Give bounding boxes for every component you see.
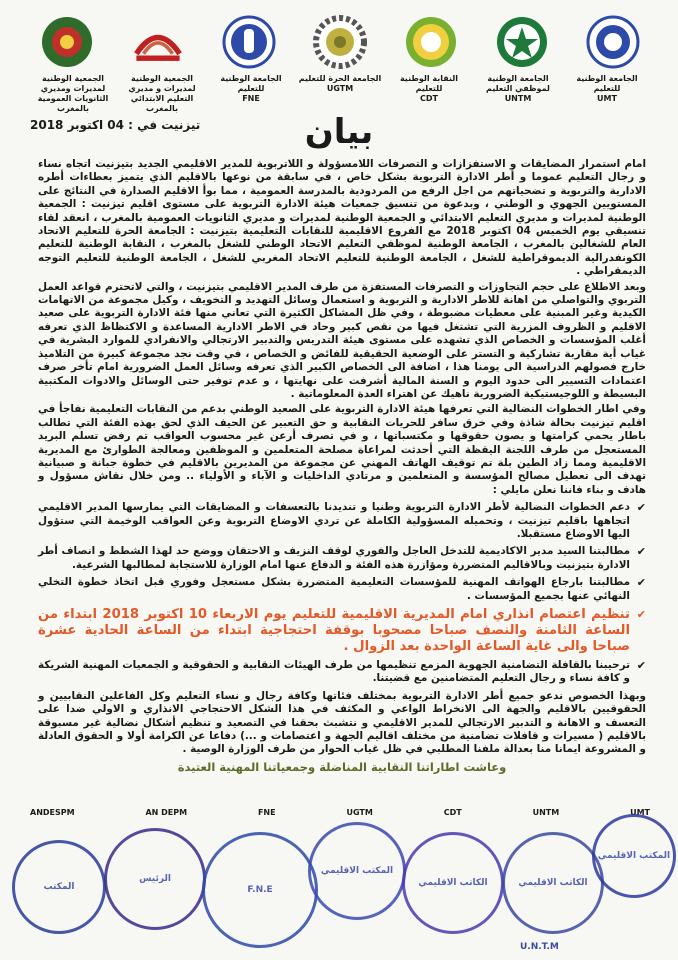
umt-logo-icon (586, 15, 640, 69)
stamp-umt (592, 814, 676, 898)
org-abbr: CDT (420, 94, 438, 103)
checkmark-icon: ✔ (636, 501, 646, 515)
paragraph: امام استمرار المضايقات و الاستفزازات و التصرفات اللامسؤولة و اللاتربوية للمدير الاقليمي الجديد بتيزنيت اتجاه نساء و رجال التعليم عموما و أطر الادارة التربوية بشكل خاص ، في سابقة من نوعها بالاقليم الذي يتميز بعطاءات أطره الادارية والتربوية و تضحياتهم من اجل الرفع من المردودية بالمدرسة العمومية ، مما بوأ الاقليم الصدارة في النتائج على المستويين الجهوي و الوطني ، وبدعوة من تنسيق جمعيات هيئة الادارة التربوية على مستوى اقليم تيزنيت : الجمعية الوطنية لمديرات و مديري التعليم الابتدائي و الجمعية الوطنية لمديرات و مديري الثانويات العمومية بالمغرب ، انعقد لقاء تنسيقي يوم الخميس 04 اكتوبر 2018 مع الفروع الاقليمية للنقابات التعليمية بتيزنيت : الجامعة الحرة للتعليم الاتحاد العام للشغالين بالمغرب ، الجامعة الوطنية لموظفي التعليم الاتحاد الوطني للشغل بالمغرب ، النقابة الوطنية للتعليم الكونفدرالية الديموقراطية للشغل ، الجامعة الوطنية للتعليم الاتحاد المغربي للشغل ، الجامعة الوطنية للتعليم التوجه الديمقراطي . (38, 158, 646, 278)
welcome-text: ترحيبنا بالقافلة التضامنية الجهوية المزمع تنظيمها من طرف الهيئات النقابية و الحقوقية و الجمعيات المهنية الشريكة و كافة نساء و رجال التعليم المتضامنين مع قضيتنا. (38, 659, 630, 685)
page-title: بيان (304, 112, 374, 152)
org-name: الجامعة الحرة للتعليم (298, 74, 382, 83)
demands-list (38, 501, 646, 686)
checkmark-icon: ✔ (636, 545, 646, 559)
stamp-text: المكتب الاقليمي (597, 851, 671, 861)
stamp-ugtm (308, 822, 406, 920)
signature-label: FNE (257, 808, 276, 817)
stamp-untm (502, 832, 604, 934)
stamp-text: الكاتب الاقليمي (518, 878, 588, 888)
org-name: الجامعة الوطنية لموظفي التعليم (486, 74, 550, 93)
org-name: الجامعة الوطنية للتعليم (220, 74, 282, 93)
stamp-text: الرئيس (139, 874, 171, 884)
stamp-andepm (104, 828, 206, 930)
signature-label: CDT (443, 808, 462, 817)
stamp-fne (202, 832, 318, 948)
signature-label: UMT (630, 808, 650, 817)
demand-text: دعم الخطوات النضالية لأطر الادارة التربوية وطنيا و تنديدنا بالتعسفات و المضايقات التي يمارسها المدير الاقليمي اتجاهها باقليم تيزنيت ، وتحميله المسؤولية الكاملة عن تردي الاوضاع التربوية وعن العواقب الوخيمة التي ستؤول اليها الاوضاع مستقبلا. (38, 501, 630, 540)
ugtm-logo-icon (313, 15, 367, 69)
org-abbr: UNTM (504, 94, 532, 103)
signature-label: UGTM (346, 808, 373, 817)
paragraph: وبعد الاطلاع على حجم التجاوزات و التصرفات المستفزة من طرف المدير الاقليمي بتيزنيت ، والتي لاتحترم قواعد العمل التربوي والتواصلي من اهانة للاطر الادارية و التربوية و استعمال وسائل التهديد و التخويف ، وكيل مجموعة من الاتهامات الكيدية وغير المبنية على معطيات مضبوطة ، وفي ظل المشاكل الكثيرة التي تعاني منها فئة الادارة التربوية على صعيد الاقليم و الظروف المزرية التي تشتغل فيها من نقص كبير وحاد في الاطر الادارية المساعدة و الاكتظاظ الذي تعرفه أغلب المؤسسات و الخصاص الذي تشهده على مستوى هيئة التدريس والتدبير الارتجالي والانفرادي للموارد البشرية في غياب أية مقاربة تشاركية و التستر على الوضعية الحقيقية للفائض و الخصاص ، في وقت نجد مجموعة كبيرة من التلاميذ خارج فصولهم الدراسية الى يومنا هذا ، اضافة الى الخصاص الكبير الذي تعرفه وسائل العمل الضرورية امام تأخر صرف اعتمادات التسيير الى حدود اليوم و السنة المالية أشرفت على نهايتها ، و عدم توفير حتى الوسائل والادوات المكتبية البسيطة و اللوجيستيكية الضرورية ناهيك عن اهتراء العدة المعلوماتية . (38, 280, 646, 400)
stamp-text: F.N.E (247, 885, 273, 895)
org-name: الجمعية الوطنية لمديرات ومديري الثانويات العمومية بالمغرب (37, 74, 109, 113)
statement-body (38, 158, 646, 774)
signature-label: AN DEPM (145, 808, 188, 817)
organization-logos (40, 12, 640, 72)
signature-label: UNTM (532, 808, 560, 817)
signature-labels (30, 808, 650, 817)
org-name: الجمعية الوطنية لمديرات و مديري التعليم الابتدائي بالمغرب (128, 74, 196, 113)
checkmark-icon: ✔ (636, 576, 646, 590)
demand-text: مطالبتنا بارجاع الهواتف المهنية للمؤسسات التعليمية المتضررة بشكل مستعجل وفوري قبل اتخاذ خطوة التخلي النهائي عنها بجميع المؤسسات . (38, 576, 630, 602)
stamp-text: المكتب الاقليمي (320, 866, 394, 876)
stamp-cdt (402, 832, 504, 934)
list-item (38, 659, 646, 686)
highlight-text: تنظيم اعتصام انذاري امام المديرية الاقليمية للتعليم يوم الاربعاء 10 اكتوبر 2018 ابتداء من الساعة الثامنة والنصف صباحا مصحوبا بوقفة احتجاجية ابتداء من الساعة الحادية عشرة صباحا والى غاية الساعة الواحدة بعد الزوال . (38, 607, 631, 654)
stamp-text: المكتب (43, 882, 75, 892)
stamp-andespm (12, 840, 106, 934)
org-name: النقابة الوطنية للتعليم (399, 74, 459, 93)
list-item-highlight (38, 607, 646, 655)
list-item (38, 576, 646, 603)
org-abbr: FNE (242, 94, 260, 103)
list-item (38, 501, 646, 541)
demand-text: مطالبتنا السيد مدير الاكاديمية للتدخل العاجل والفوري لوقف النزيف و الاحتقان ووضع حد لهذا الشطط و انصاف أطر الادارة بتيزنيت وبالاقاليم المتضررة ومؤازرة هذه الفئة و الدفاع عنها امام الوزارة للاستجابة لمطالبها الشرعية. (38, 545, 630, 571)
checkmark-icon: ✔ (636, 608, 646, 621)
cdt-logo-icon (404, 15, 458, 69)
andepm-logo-icon (131, 15, 185, 69)
closing-line: وعاشت اطاراتنا النقابية المناضلة وجمعياتنا المهنية العتيدة (177, 759, 507, 774)
andespm-logo-icon (40, 15, 94, 69)
list-item (38, 545, 646, 572)
org-abbr: UGTM (326, 84, 354, 93)
org-abbr: UMT (597, 94, 617, 103)
stamp-text: الكاتب الاقليمي (418, 878, 488, 888)
signature-label: ANDESPM (30, 808, 75, 817)
stamp-untm-label: U.N.T.M (520, 942, 559, 952)
paragraph: وفي اطار الخطوات النضالية التي تعرفها هيئة الادارة التربوية على الصعيد الوطني بدعم من النقابات التعليمية نفاجأ في اقليم تيزنيت بحالة شاذة وفي خرق سافر للحريات النقابية و حق التعبير عن الحيف الذي لحق بهذه الفئة التي تطالب باطار يحمي كرامتها و يصون حقوقها و مكتسباتها ، و في تصرف أرعن غير محسوب العواقب تم رفض تسلم البريد المستعجل من طرف اللجنة اليقظة التي أحدثت لمراعاة مصلحة المتعلمين و الموظفين ومعالجة الطوارئ مع المديرية الاقليمية ومما زاد الطين بلة تم توقيف الهاتف المهني عن مجموعة من المديرين بالاقليم في خطوة جبانة و صبيانية تهدف الى تعطيل مصالح المؤسسة و المتعلمين و مرتادي الداخليات و الآباء و الأولياء .. ومن خلال نقاش مسؤول و هادف و بناء فاننا نعلن مايلي : (38, 403, 646, 496)
untm-logo-icon (495, 15, 549, 69)
org-name: الجامعة الوطنية للتعليم (576, 74, 638, 93)
document-date: تيزنيت في : 04 اكتوبر 2018 (30, 118, 201, 132)
paragraph: وبهذا الخصوص ندعو جميع أطر الادارة التربوية بمختلف فئاتها وكافة رجال و نساء التعليم وكل الفاعلين النقابيين و الحقوقيين بالاقليم والجهة الى الانخراط الواعي و المكثف في هذا الشكل الاحتجاجي الانذاري و الاولي ضدا على التعسف و الاهانة و التدبير الارتجالي للمدير الاقليمي و نتشبث بحقنا في التصعيد و تنظيم أشكال نضالية غير مسبوقة بالاقليم ( مسيرات و قافلات تضامنية من مختلف اقاليم الجهة و اعتصامات و ...) دفاعا عن الكرامة أولا و الحقوق العادلة و المشروعة ايمانا منا بعدالة ملفنا المطلبي في ظل غياب الحوار من طرف الوزارة الوصية . (38, 689, 646, 756)
checkmark-icon: ✔ (636, 659, 646, 672)
fne-logo-icon (222, 15, 276, 69)
signature-stamps (12, 818, 672, 958)
